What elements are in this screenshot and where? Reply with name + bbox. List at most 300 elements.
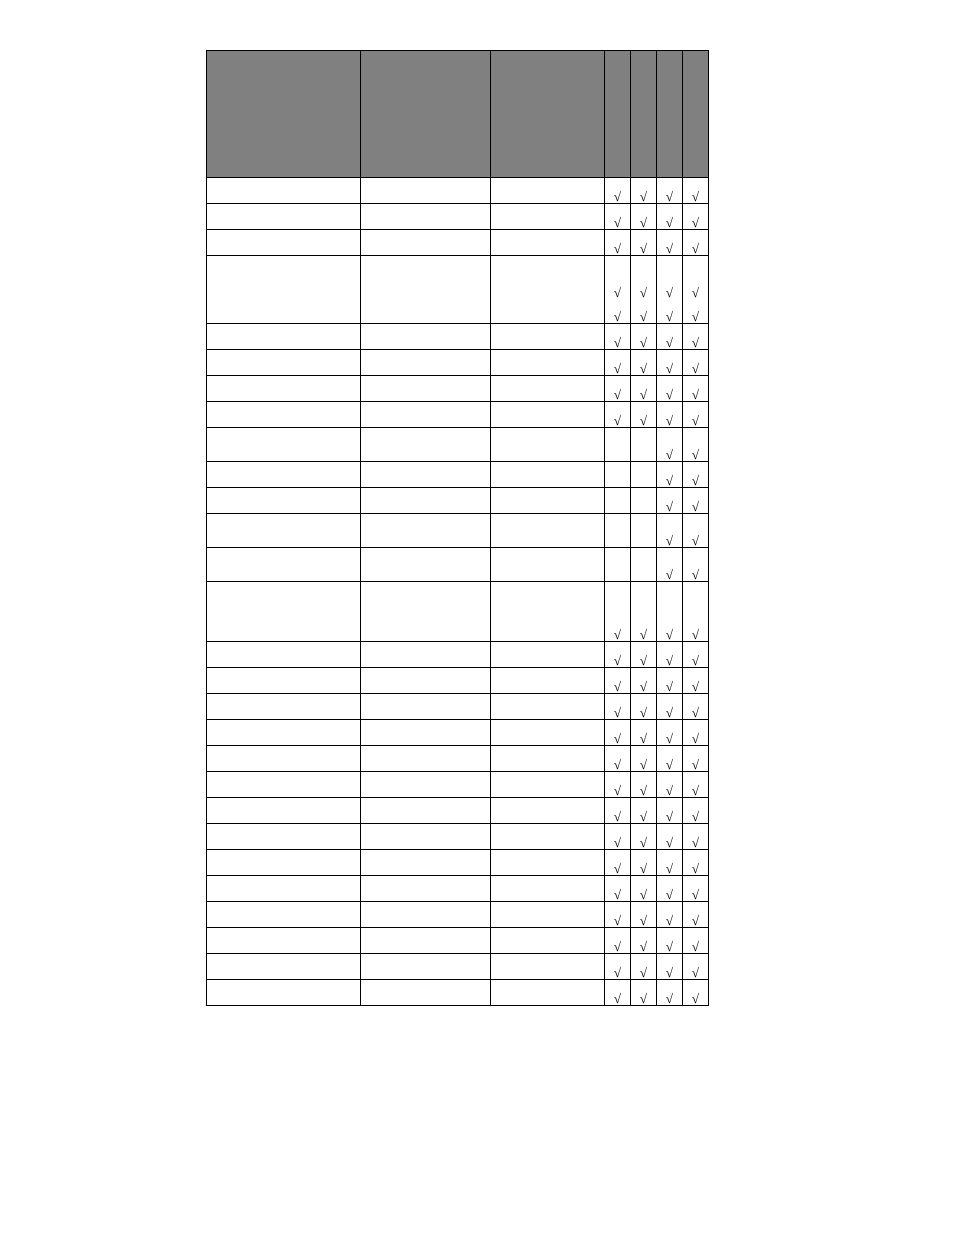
check-mark: √ (639, 387, 648, 402)
check-mark: √ (639, 757, 648, 772)
check-cell (631, 876, 657, 902)
text-cell (491, 402, 605, 428)
check-mark: √ (613, 705, 622, 720)
check-mark: √ (691, 731, 700, 746)
check-mark: √ (691, 861, 700, 876)
check-mark: √ (613, 189, 622, 204)
check-cell (657, 772, 683, 798)
table-row (207, 462, 709, 488)
text-cell (207, 798, 361, 824)
check-mark: √ (691, 835, 700, 850)
text-cell (361, 798, 491, 824)
check-cell (605, 772, 631, 798)
check-cell (683, 746, 709, 772)
check-mark: √ (665, 413, 674, 428)
check-mark: √ (613, 241, 622, 256)
check-cell (631, 980, 657, 1006)
text-cell (361, 462, 491, 488)
check-mark: √ (665, 473, 674, 488)
check-mark: √ (691, 387, 700, 402)
text-cell (361, 428, 491, 462)
check-mark: √ (691, 241, 700, 256)
check-cell (657, 582, 683, 642)
check-cell (657, 230, 683, 256)
check-mark: √ (691, 309, 700, 324)
text-cell (207, 772, 361, 798)
check-mark: √ (665, 447, 674, 462)
check-cell (683, 850, 709, 876)
text-cell (207, 668, 361, 694)
text-cell (361, 720, 491, 746)
check-mark: √ (665, 783, 674, 798)
check-cell (605, 954, 631, 980)
check-cell (605, 462, 631, 488)
check-cell (657, 204, 683, 230)
table-row (207, 746, 709, 772)
check-cell (631, 428, 657, 462)
check-mark: √ (665, 887, 674, 902)
text-cell (207, 462, 361, 488)
check-mark: √ (639, 679, 648, 694)
check-mark: √ (613, 679, 622, 694)
check-cell (631, 928, 657, 954)
table-row (207, 642, 709, 668)
check-cell (683, 428, 709, 462)
text-cell (491, 178, 605, 204)
text-cell (361, 694, 491, 720)
check-cell (683, 980, 709, 1006)
check-cell (683, 402, 709, 428)
check-cell (631, 514, 657, 548)
check-mark: √ (691, 189, 700, 204)
text-cell (491, 548, 605, 582)
check-cell (631, 772, 657, 798)
check-mark: √ (691, 413, 700, 428)
header-cell-3 (491, 51, 605, 178)
check-mark: √ (639, 783, 648, 798)
text-cell (491, 462, 605, 488)
text-cell (207, 746, 361, 772)
text-cell (207, 324, 361, 350)
check-cell (683, 324, 709, 350)
check-mark: √ (665, 653, 674, 668)
check-cell (683, 772, 709, 798)
check-mark: √ (665, 731, 674, 746)
table-row (207, 850, 709, 876)
check-cell (605, 402, 631, 428)
text-cell (361, 204, 491, 230)
check-mark: √ (665, 285, 674, 300)
text-cell (207, 350, 361, 376)
text-cell (361, 548, 491, 582)
text-cell (491, 980, 605, 1006)
check-cell (657, 642, 683, 668)
text-cell (491, 376, 605, 402)
check-mark: √ (613, 309, 622, 324)
text-cell (207, 928, 361, 954)
check-cell (683, 350, 709, 376)
check-mark: √ (691, 473, 700, 488)
text-cell (361, 668, 491, 694)
check-mark: √ (613, 835, 622, 850)
check-mark: √ (665, 705, 674, 720)
text-cell (491, 230, 605, 256)
check-cell (657, 798, 683, 824)
check-cell (631, 324, 657, 350)
check-cell (631, 954, 657, 980)
check-cell (631, 824, 657, 850)
check-mark: √ (665, 835, 674, 850)
text-cell (361, 230, 491, 256)
check-cell (683, 954, 709, 980)
text-cell (207, 902, 361, 928)
check-cell (605, 178, 631, 204)
header-cell-1 (207, 51, 361, 178)
check-cell (605, 548, 631, 582)
text-cell (361, 402, 491, 428)
check-mark: √ (613, 809, 622, 824)
check-cell (605, 694, 631, 720)
check-mark: √ (665, 361, 674, 376)
check-mark: √ (691, 533, 700, 548)
check-cell (657, 376, 683, 402)
table-row (207, 694, 709, 720)
check-cell (631, 204, 657, 230)
text-cell (491, 824, 605, 850)
check-cell (605, 928, 631, 954)
check-mark: √ (613, 965, 622, 980)
check-mark: √ (639, 189, 648, 204)
document-sheet (206, 50, 709, 1006)
check-cell (657, 256, 683, 324)
check-mark: √ (639, 705, 648, 720)
check-mark: √ (639, 835, 648, 850)
check-mark: √ (691, 913, 700, 928)
check-cell (631, 230, 657, 256)
check-cell (631, 548, 657, 582)
text-cell (361, 514, 491, 548)
header-check-col-3 (657, 51, 683, 178)
check-cell (657, 876, 683, 902)
check-cell (683, 488, 709, 514)
check-cell (605, 324, 631, 350)
check-mark: √ (665, 533, 674, 548)
check-mark: √ (613, 731, 622, 746)
check-cell (605, 256, 631, 324)
check-mark: √ (665, 991, 674, 1006)
text-cell (207, 256, 361, 324)
check-cell (631, 256, 657, 324)
check-mark: √ (639, 939, 648, 954)
check-mark: √ (665, 809, 674, 824)
check-cell (631, 668, 657, 694)
text-cell (361, 772, 491, 798)
check-mark: √ (691, 567, 700, 582)
check-mark: √ (665, 499, 674, 514)
header-check-col-1 (605, 51, 631, 178)
text-cell (491, 694, 605, 720)
table-row (207, 668, 709, 694)
check-cell (631, 462, 657, 488)
check-mark: √ (613, 939, 622, 954)
check-mark: √ (639, 215, 648, 230)
check-mark: √ (691, 705, 700, 720)
text-cell (207, 428, 361, 462)
table-row (207, 876, 709, 902)
check-mark: √ (639, 627, 648, 642)
check-mark: √ (691, 215, 700, 230)
table-row (207, 582, 709, 642)
text-cell (361, 350, 491, 376)
check-cell (657, 850, 683, 876)
check-mark: √ (665, 939, 674, 954)
check-mark: √ (691, 361, 700, 376)
text-cell (207, 980, 361, 1006)
check-mark: √ (639, 285, 648, 300)
check-cell (657, 178, 683, 204)
check-cell (605, 850, 631, 876)
check-mark: √ (639, 965, 648, 980)
check-cell (683, 824, 709, 850)
table-row (207, 954, 709, 980)
check-cell (631, 376, 657, 402)
check-cell (683, 720, 709, 746)
check-mark: √ (691, 285, 700, 300)
checklist-table (206, 50, 709, 1006)
check-cell (657, 746, 683, 772)
table-row (207, 256, 709, 324)
text-cell (361, 876, 491, 902)
check-cell (657, 402, 683, 428)
text-cell (361, 850, 491, 876)
check-cell (657, 462, 683, 488)
check-mark: √ (613, 335, 622, 350)
table-row (207, 980, 709, 1006)
check-cell (631, 488, 657, 514)
check-mark: √ (691, 991, 700, 1006)
check-mark: √ (691, 757, 700, 772)
text-cell (491, 746, 605, 772)
check-cell (683, 204, 709, 230)
check-cell (605, 720, 631, 746)
check-mark: √ (613, 887, 622, 902)
text-cell (207, 178, 361, 204)
table-row (207, 824, 709, 850)
text-cell (361, 824, 491, 850)
text-cell (361, 376, 491, 402)
check-cell (683, 376, 709, 402)
check-mark: √ (691, 887, 700, 902)
text-cell (361, 488, 491, 514)
table-row (207, 178, 709, 204)
text-cell (361, 928, 491, 954)
check-mark: √ (665, 387, 674, 402)
check-cell (683, 548, 709, 582)
check-cell (683, 798, 709, 824)
check-mark: √ (639, 361, 648, 376)
check-cell (631, 902, 657, 928)
check-cell (657, 428, 683, 462)
text-cell (491, 582, 605, 642)
table-row (207, 772, 709, 798)
check-mark: √ (691, 939, 700, 954)
text-cell (207, 514, 361, 548)
check-cell (631, 642, 657, 668)
check-mark: √ (613, 387, 622, 402)
check-cell (605, 824, 631, 850)
check-mark: √ (639, 335, 648, 350)
check-mark: √ (691, 965, 700, 980)
check-cell (683, 902, 709, 928)
text-cell (361, 954, 491, 980)
text-cell (207, 850, 361, 876)
check-cell (657, 720, 683, 746)
check-mark: √ (639, 991, 648, 1006)
check-mark: √ (613, 757, 622, 772)
text-cell (491, 720, 605, 746)
check-mark: √ (613, 627, 622, 642)
text-cell (491, 256, 605, 324)
check-mark: √ (639, 861, 648, 876)
table-row (207, 324, 709, 350)
check-cell (631, 178, 657, 204)
check-cell (631, 350, 657, 376)
text-cell (491, 204, 605, 230)
text-cell (361, 256, 491, 324)
text-cell (207, 230, 361, 256)
text-cell (491, 514, 605, 548)
text-cell (491, 954, 605, 980)
text-cell (207, 376, 361, 402)
table-row (207, 928, 709, 954)
check-mark: √ (665, 679, 674, 694)
text-cell (491, 642, 605, 668)
check-mark: √ (691, 627, 700, 642)
check-cell (683, 668, 709, 694)
check-cell (683, 256, 709, 324)
text-cell (207, 876, 361, 902)
check-cell (657, 902, 683, 928)
check-cell (631, 798, 657, 824)
text-cell (207, 694, 361, 720)
check-mark: √ (691, 335, 700, 350)
text-cell (207, 582, 361, 642)
text-cell (491, 428, 605, 462)
check-cell (657, 928, 683, 954)
text-cell (361, 178, 491, 204)
check-cell (605, 668, 631, 694)
text-cell (207, 954, 361, 980)
check-mark: √ (639, 413, 648, 428)
check-mark: √ (639, 913, 648, 928)
check-cell (657, 694, 683, 720)
table-row (207, 350, 709, 376)
check-cell (631, 746, 657, 772)
text-cell (491, 488, 605, 514)
check-mark: √ (639, 809, 648, 824)
check-cell (683, 514, 709, 548)
text-cell (361, 902, 491, 928)
table-row (207, 488, 709, 514)
check-mark: √ (613, 653, 622, 668)
check-cell (605, 376, 631, 402)
check-cell (605, 350, 631, 376)
check-cell (605, 876, 631, 902)
check-mark: √ (613, 783, 622, 798)
check-cell (683, 230, 709, 256)
text-cell (491, 928, 605, 954)
check-cell (657, 824, 683, 850)
text-cell (207, 824, 361, 850)
header-row (207, 51, 709, 178)
table-row (207, 514, 709, 548)
check-mark: √ (665, 189, 674, 204)
table-row (207, 428, 709, 462)
check-mark: √ (613, 861, 622, 876)
table-body (207, 178, 709, 1006)
text-cell (207, 488, 361, 514)
text-cell (491, 324, 605, 350)
check-cell (605, 204, 631, 230)
check-mark: √ (665, 567, 674, 582)
text-cell (491, 772, 605, 798)
check-cell (657, 488, 683, 514)
check-cell (631, 694, 657, 720)
check-cell (657, 514, 683, 548)
check-mark: √ (639, 309, 648, 324)
check-mark: √ (691, 679, 700, 694)
check-cell (605, 642, 631, 668)
check-mark: √ (665, 757, 674, 772)
check-mark: √ (665, 913, 674, 928)
text-cell (207, 720, 361, 746)
check-mark: √ (691, 809, 700, 824)
check-cell (683, 928, 709, 954)
text-cell (491, 902, 605, 928)
check-mark: √ (665, 861, 674, 876)
check-mark: √ (613, 991, 622, 1006)
table-row (207, 548, 709, 582)
check-mark: √ (665, 335, 674, 350)
check-mark: √ (691, 447, 700, 462)
check-cell (631, 402, 657, 428)
table-row (207, 902, 709, 928)
check-cell (631, 582, 657, 642)
text-cell (361, 980, 491, 1006)
check-mark: √ (665, 241, 674, 256)
check-cell (657, 668, 683, 694)
header-check-col-4 (683, 51, 709, 178)
table-row (207, 230, 709, 256)
check-cell (657, 350, 683, 376)
check-mark: √ (639, 653, 648, 668)
text-cell (361, 642, 491, 668)
check-mark: √ (613, 913, 622, 928)
check-mark: √ (665, 965, 674, 980)
check-cell (605, 230, 631, 256)
text-cell (491, 350, 605, 376)
text-cell (207, 548, 361, 582)
check-cell (683, 876, 709, 902)
text-cell (361, 324, 491, 350)
text-cell (491, 668, 605, 694)
check-mark: √ (613, 285, 622, 300)
check-cell (605, 798, 631, 824)
check-cell (631, 720, 657, 746)
text-cell (207, 204, 361, 230)
check-mark: √ (665, 215, 674, 230)
check-mark: √ (639, 731, 648, 746)
